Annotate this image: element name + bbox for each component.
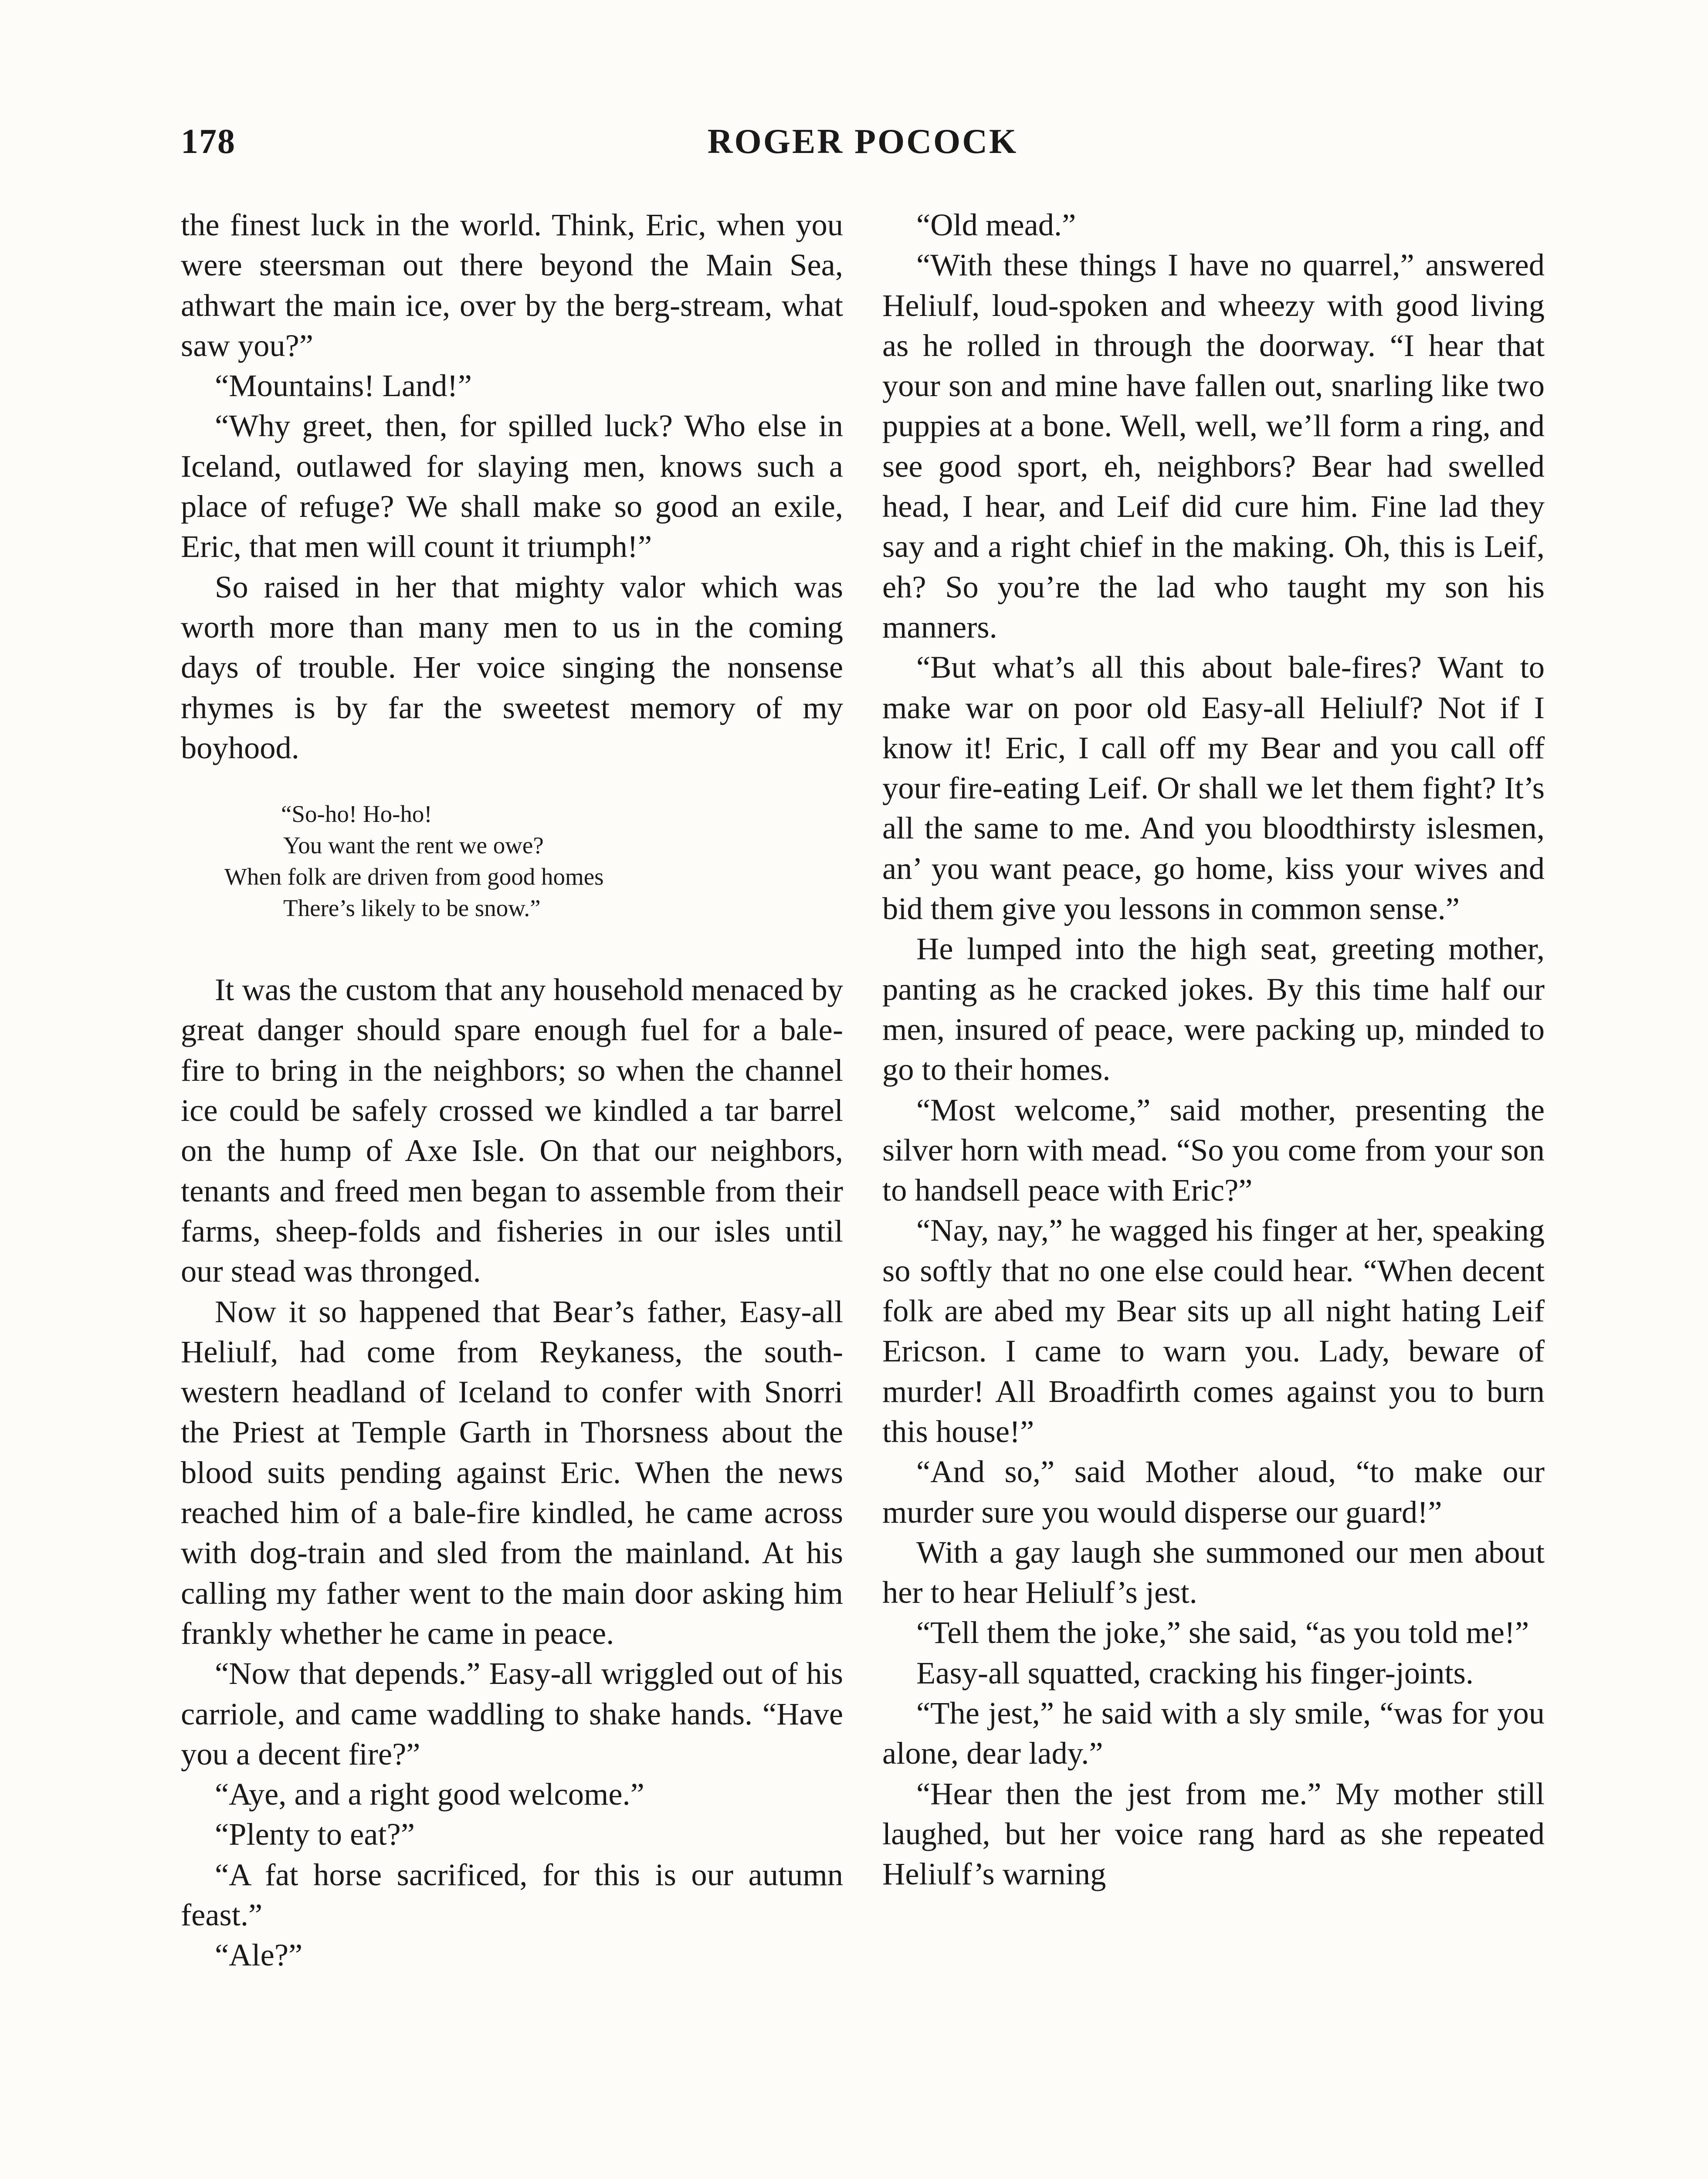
running-head: ROGER POCOCK [707, 122, 1018, 161]
paragraph: “Now that depends.” Easy-all wriggled out of his carriole, and came waddling to shake hands. “Have you a decent fire?” [181, 1656, 843, 1772]
paragraph: “Tell them the joke,” she said, “as you told me!” [916, 1615, 1529, 1650]
paragraph: Now it so happened that Bear’s father, Easy-all Heliulf, had come from Reykaness, the south-western headland of Iceland to confer with Snorri the Priest at Temple Garth in Thorsness about the blood suits pending against Eric. When the news reached him of a bale-fire kindled, he came across with dog-train and sled from the mainland. At his calling my father went to the main door asking him frankly whether he came in peace. [181, 1293, 843, 1651]
left-column [181, 205, 843, 1975]
paragraph: So raised in her that mighty valor which was worth more than many men to us in the coming days of trouble. Her voice singing the nonsense rhymes is by far the sweetest memory of my boyhood. [181, 569, 843, 765]
paragraph: With a gay laugh she summoned our men about her to hear Heliulf’s jest. [882, 1534, 1545, 1610]
verse-line: “So-ho! Ho-ho! [281, 801, 432, 828]
paragraph: “Ale?” [215, 1937, 303, 1973]
paragraph: “But what’s all this about bale-fires? Want to make war on poor old Easy-all Heliulf? Not if I know it! Eric, I call off my Bear and you call off your fire-eating Leif. Or shall we let them fight? It’s all the same to me. And you bloodthirsty islesmen, an’ you want peace, go home, kiss your wives and bid them give you lessons in common sense.” [882, 649, 1545, 927]
paragraph: He lumped into the high seat, greeting mother, panting as he cracked jokes. By this time half our men, insured of peace, were packing up, minded to go to their homes. [882, 931, 1545, 1087]
paragraph: “Hear then the jest from me.” My mother still laughed, but her voice rang hard as she repeated Heliulf’s warning [882, 1775, 1545, 1892]
verse-line: You want the rent we owe? [283, 832, 544, 859]
paragraph: “The jest,” he said with a sly smile, “was for you alone, dear lady.” [882, 1695, 1545, 1771]
paragraph: “Mountains! Land!” [215, 368, 472, 404]
paragraph: “With these things I have no quarrel,” answered Heliulf, loud-spoken and wheezy with good living as he rolled in through the doorway. “I hear that your son and mine have fallen out, snarling like two puppies at a bone. Well, well, we’ll form a ring, and see good sport, eh, neighbors? Bear had swelled head, I hear, and Leif did cure him. Fine lad they say and a right chief in the making. Oh, this is Leif, eh? So you’re the lad who taught my son his manners. [882, 247, 1545, 645]
page-number: 178 [181, 122, 236, 161]
paragraph: the finest luck in the world. Think, Eric, when you were steersman out there beyond the Main Sea, athwart the main ice, over by the berg-stream, what saw you?” [181, 207, 843, 363]
paragraph: “Plenty to eat?” [215, 1816, 415, 1852]
paragraph: “Most welcome,” said mother, presenting the silver horn with mead. “So you come from your son to handsell peace with Eric?” [882, 1092, 1545, 1208]
paragraph: “Aye, and a right good welcome.” [215, 1776, 644, 1812]
page-header [181, 122, 1545, 174]
paragraph: Easy-all squatted, cracking his finger-joints. [916, 1655, 1474, 1690]
paragraph: “And so,” said Mother aloud, “to make our murder sure you would disperse our guard!” [882, 1454, 1545, 1530]
paragraph: “Why greet, then, for spilled luck? Who else in Iceland, outlawed for slaying men, knows such a place of refuge? We shall make so good an exile, Eric, that men will count it triumph!” [181, 408, 843, 564]
paragraph: “Nay, nay,” he wagged his finger at her, speaking so softly that no one else could hear. “When decent folk are abed my Bear sits up all night hating Leif Ericson. I came to warn you. Lady, beware of murder! All Broadfirth comes against you to burn this house!” [882, 1212, 1545, 1449]
verse-line: When folk are driven from good homes [224, 863, 604, 890]
paragraph: It was the custom that any household menaced by great danger should spare enough fuel for a bale-fire to bring in the neighbors; so when the channel ice could be safely crossed we kindled a tar barrel on the hump of Axe Isle. On that our neighbors, tenants and freed men began to assemble from their farms, sheep-folds and fisheries in our isles until our stead was thronged. [181, 972, 843, 1289]
verse-line: There’s likely to be snow.” [283, 895, 541, 922]
paragraph: “A fat horse sacrificed, for this is our autumn feast.” [181, 1857, 843, 1932]
verse-block [181, 798, 843, 924]
paragraph: “Old mead.” [916, 207, 1076, 242]
right-column [882, 205, 1545, 1894]
